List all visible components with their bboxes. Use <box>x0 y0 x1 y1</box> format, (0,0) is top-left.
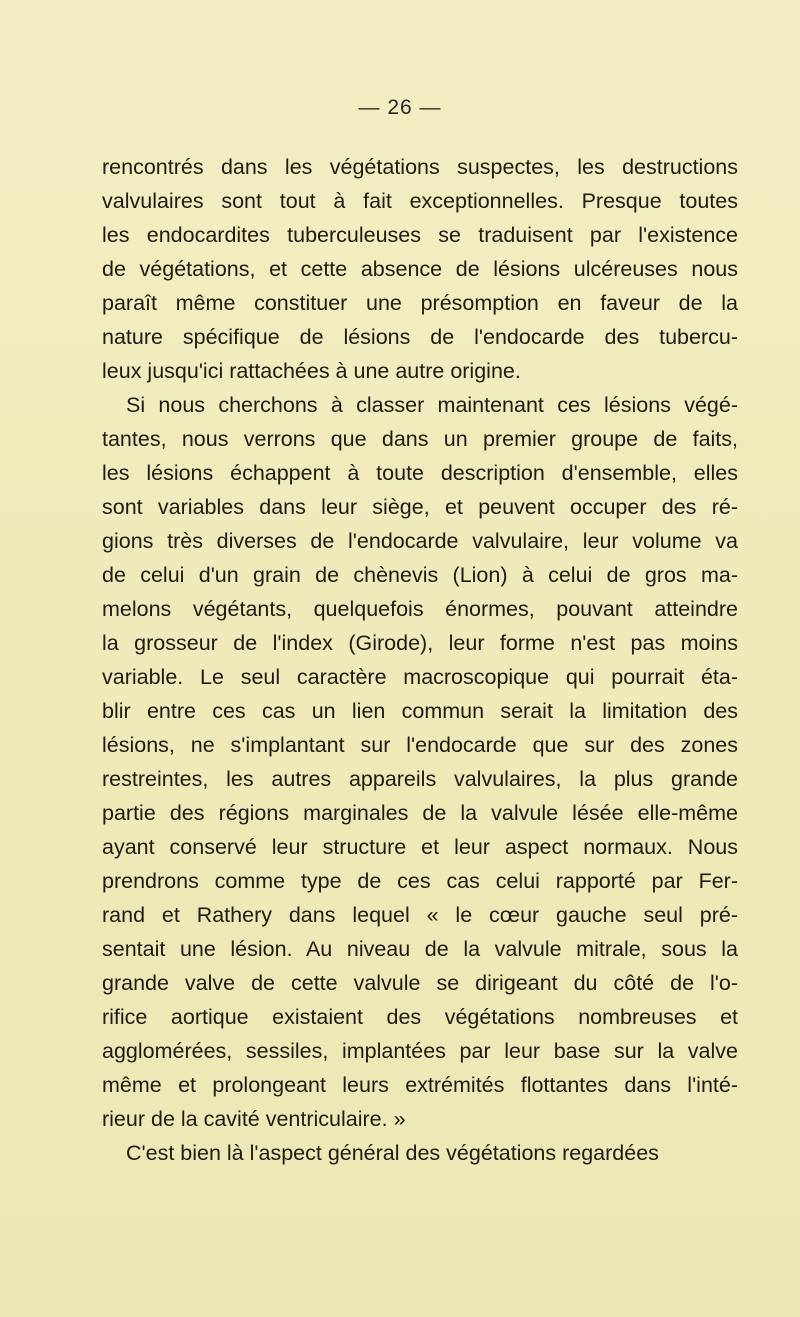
text-line: ayant conservé leur structure et leur aspect normaux. Nous <box>102 835 738 859</box>
text-line: prendrons comme type de ces cas celui rapporté par Fer- <box>102 869 738 893</box>
text-line: rifice aortique existaient des végétations nombreuses et <box>102 1005 738 1029</box>
text-line: variable. Le seul caractère macroscopique qui pourrait éta- <box>102 665 738 689</box>
page-number: — 26 — <box>358 96 442 119</box>
text-line: la grosseur de l'index (Girode), leur forme n'est pas moins <box>102 631 738 655</box>
text-line: agglomérées, sessiles, implantées par leur base sur la valve <box>102 1039 738 1063</box>
text-line: de celui d'un grain de chènevis (Lion) à celui de gros ma- <box>102 563 738 587</box>
text-line: leux jusqu'ici rattachées à une autre origine. <box>102 359 521 383</box>
text-line: rencontrés dans les végétations suspectes, les destructions <box>102 155 738 179</box>
text-line: valvulaires sont tout à fait exceptionnelles. Presque toutes <box>102 189 738 213</box>
text-line: C'est bien là l'aspect général des végétations regardées <box>126 1141 659 1165</box>
text-line: les endocardites tuberculeuses se traduisent par l'existence <box>102 223 738 247</box>
text-line: sentait une lésion. Au niveau de la valvule mitrale, sous la <box>102 937 738 961</box>
text-line: Si nous cherchons à classer maintenant ces lésions végé- <box>126 393 738 417</box>
text-line: rieur de la cavité ventriculaire. » <box>102 1107 406 1131</box>
body-text <box>102 150 738 1170</box>
text-line: grande valve de cette valvule se dirigeant du côté de l'o- <box>102 971 738 995</box>
text-line: les lésions échappent à toute description d'ensemble, elles <box>102 461 738 485</box>
text-line: melons végétants, quelquefois énormes, pouvant atteindre <box>102 597 738 621</box>
text-line: de végétations, et cette absence de lésions ulcéreuses nous <box>102 257 738 281</box>
text-line: rand et Rathery dans lequel « le cœur gauche seul pré- <box>102 903 738 927</box>
text-line: tantes, nous verrons que dans un premier groupe de faits, <box>102 427 738 451</box>
text-line: lésions, ne s'implantant sur l'endocarde que sur des zones <box>102 733 738 757</box>
text-line: paraît même constituer une présomption en faveur de la <box>102 291 738 315</box>
text-line: gions très diverses de l'endocarde valvulaire, leur volume va <box>102 529 738 553</box>
text-line: partie des régions marginales de la valvule lésée elle-même <box>102 801 738 825</box>
text-line: sont variables dans leur siège, et peuvent occuper des ré- <box>102 495 738 519</box>
text-line: blir entre ces cas un lien commun serait la limitation des <box>102 699 738 723</box>
text-line: nature spécifique de lésions de l'endocarde des tubercu- <box>102 325 738 349</box>
text-line: même et prolongeant leurs extrémités flottantes dans l'inté- <box>102 1073 738 1097</box>
text-line: restreintes, les autres appareils valvulaires, la plus grande <box>102 767 738 791</box>
